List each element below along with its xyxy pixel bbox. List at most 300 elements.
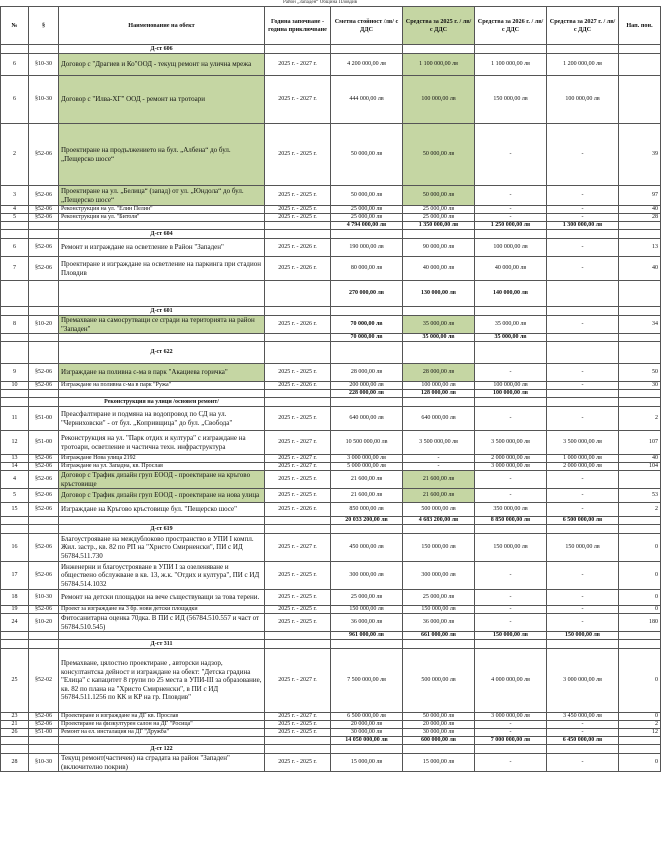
subtotal-empty (265, 334, 331, 342)
row-years: 2025 г. - 2026 г. (265, 382, 331, 390)
row-number: 3 (1, 186, 29, 206)
section-cell (619, 525, 661, 534)
subtotal-cost: 270 000,00 лв (331, 281, 403, 307)
section-cell (547, 307, 619, 316)
row-object-name: Текущ ремонт(частичен) на сградата на район "Западен" (включително покрив) (59, 754, 265, 772)
row-2027: - (547, 124, 619, 186)
section-cell (1, 745, 29, 754)
row-2027: - (547, 214, 619, 222)
row-cost: 3 000 000,00 лв (331, 455, 403, 463)
subtotal-empty (1, 334, 29, 342)
subtotal-2026: 150 000,00 лв (475, 632, 547, 640)
row-cost: 50 000,00 лв (331, 186, 403, 206)
row-number: 7 (1, 257, 29, 281)
section-cell (1, 640, 29, 649)
table-body (1, 45, 661, 772)
table-row (1, 713, 661, 721)
row-years: 2025 г. - 2026 г. (265, 239, 331, 257)
row-2026: - (475, 407, 547, 431)
section-cell (265, 398, 331, 407)
section-cell (403, 45, 475, 54)
section-cell (265, 640, 331, 649)
row-2027: - (547, 206, 619, 214)
section-header-row (1, 745, 661, 754)
row-2027: - (547, 503, 619, 517)
subtotal-empty (619, 737, 661, 745)
section-cell (547, 745, 619, 754)
row-2025: - (403, 463, 475, 471)
row-object-name: Проектиране на ул. „Белица“ (запад) от ул. „Юндола“ до бул. „Пещерско шосе“ (59, 186, 265, 206)
subtotal-2027: 150 000,00 лв (547, 632, 619, 640)
row-paragraph: §52-06 (29, 239, 59, 257)
row-years: 2025 г. - 2025 г. (265, 614, 331, 632)
row-object-name: Изграждане Нова улица 2192 (59, 455, 265, 463)
row-paragraph: §52-06 (29, 606, 59, 614)
subtotal-empty (29, 281, 59, 307)
row-number: 11 (1, 407, 29, 431)
subtotal-empty (619, 632, 661, 640)
section-label: Реконструкция на улици /основен ремонт/ (59, 398, 265, 407)
table-row (1, 124, 661, 186)
section-cell (619, 398, 661, 407)
section-cell (619, 640, 661, 649)
section-cell (403, 398, 475, 407)
row-cost: 30 000,00 лв (331, 729, 403, 737)
row-2026: - (475, 206, 547, 214)
row-last: 0 (619, 562, 661, 590)
row-paragraph: §52-06 (29, 471, 59, 489)
row-2025: 20 000,00 лв (403, 721, 475, 729)
section-cell (265, 525, 331, 534)
section-cell (29, 640, 59, 649)
subtotal-cost: 961 000,00 лв (331, 632, 403, 640)
row-paragraph: §52-02 (29, 649, 59, 713)
row-number: 6 (1, 76, 29, 124)
row-object-name: Ремонт на ел. инсталация на ДГ "Дружба" (59, 729, 265, 737)
section-cell (403, 307, 475, 316)
section-label: Д-ст 601 (59, 307, 265, 316)
row-2025: 21 600,00 лв (403, 471, 475, 489)
section-label: Д-ст 122 (59, 745, 265, 754)
subtotal-empty (619, 517, 661, 525)
row-last (619, 54, 661, 76)
row-number: 21 (1, 721, 29, 729)
subtotal-2027 (547, 281, 619, 307)
row-years: 2025 г. - 2027 г. (265, 649, 331, 713)
row-2027: - (547, 590, 619, 606)
row-last: 0 (619, 713, 661, 721)
row-cost: 80 000,00 лв (331, 257, 403, 281)
row-years: 2025 г. - 2025 г. (265, 186, 331, 206)
subtotal-row (1, 390, 661, 398)
row-2026: - (475, 606, 547, 614)
row-years: 2025 г. - 2025 г. (265, 729, 331, 737)
row-number: 17 (1, 562, 29, 590)
row-2026: 150 000,00 лв (475, 76, 547, 124)
section-header-row (1, 45, 661, 54)
section-cell (331, 525, 403, 534)
row-2027: - (547, 754, 619, 772)
section-cell (1, 398, 29, 407)
row-cost: 20 000,00 лв (331, 721, 403, 729)
row-last: 13 (619, 239, 661, 257)
subtotal-2025: 130 000,00 лв (403, 281, 475, 307)
subtotal-empty (265, 390, 331, 398)
subtotal-empty (59, 390, 265, 398)
subtotal-empty (265, 632, 331, 640)
row-2027: - (547, 606, 619, 614)
subtotal-2025: 1 350 000,00 лв (403, 222, 475, 230)
header-row (1, 7, 661, 45)
row-2025: 28 000,00 лв (403, 364, 475, 382)
section-cell (331, 640, 403, 649)
col-header-2026: Средства за 2026 г. / лв/ с ДДС (475, 7, 547, 45)
row-2027: - (547, 382, 619, 390)
row-last: 40 (619, 455, 661, 463)
subtotal-row (1, 737, 661, 745)
subtotal-cost: 228 000,00 лв (331, 390, 403, 398)
row-number: 4 (1, 471, 29, 489)
row-cost: 25 000,00 лв (331, 214, 403, 222)
row-cost: 4 200 000,00 лв (331, 54, 403, 76)
row-last: 30 (619, 382, 661, 390)
row-2027: - (547, 471, 619, 489)
row-cost: 850 000,00 лв (331, 503, 403, 517)
subtotal-empty (59, 517, 265, 525)
row-number: 5 (1, 489, 29, 503)
row-2027: - (547, 614, 619, 632)
row-2025: 100 000,00 лв (403, 76, 475, 124)
row-years: 2025 г. - 2025 г. (265, 124, 331, 186)
section-cell (547, 525, 619, 534)
section-cell (475, 342, 547, 364)
row-years: 2025 г. - 2027 г. (265, 455, 331, 463)
section-cell (475, 45, 547, 54)
row-2027: 3 500 000,00 лв (547, 431, 619, 455)
row-2026: - (475, 364, 547, 382)
subtotal-empty (1, 517, 29, 525)
subtotal-empty (29, 517, 59, 525)
subtotal-2027: 6 500 000,00 лв (547, 517, 619, 525)
row-last: 53 (619, 489, 661, 503)
section-cell (475, 230, 547, 239)
subtotal-2027: 6 450 000,00 лв (547, 737, 619, 745)
section-header-row (1, 640, 661, 649)
row-years: 2025 г. - 2025 г. (265, 721, 331, 729)
section-header-row (1, 525, 661, 534)
section-cell (403, 525, 475, 534)
subtotal-empty (265, 222, 331, 230)
section-cell (547, 230, 619, 239)
row-paragraph: §10-20 (29, 614, 59, 632)
row-number: 28 (1, 754, 29, 772)
row-cost: 444 000,00 лв (331, 76, 403, 124)
row-last: 180 (619, 614, 661, 632)
row-number: 24 (1, 614, 29, 632)
row-2025: 50 000,00 лв (403, 713, 475, 721)
subtotal-empty (29, 222, 59, 230)
table-row (1, 316, 661, 334)
row-paragraph: §10-30 (29, 76, 59, 124)
subtotal-empty (1, 281, 29, 307)
section-cell (619, 307, 661, 316)
subtotal-cost: 4 794 000,00 лв (331, 222, 403, 230)
row-2025: 640 000,00 лв (403, 407, 475, 431)
budget-table (0, 6, 661, 772)
row-2026: 3 000 000,00 лв (475, 463, 547, 471)
table-row (1, 606, 661, 614)
table-row (1, 503, 661, 517)
section-cell (331, 45, 403, 54)
row-last: 104 (619, 463, 661, 471)
row-2027: 100 000,00 лв (547, 76, 619, 124)
row-2025: 50 000,00 лв (403, 124, 475, 186)
row-cost: 190 000,00 лв (331, 239, 403, 257)
row-2027: - (547, 729, 619, 737)
table-row (1, 754, 661, 772)
subtotal-empty (29, 390, 59, 398)
row-last: 12 (619, 729, 661, 737)
row-last (619, 76, 661, 124)
row-2025: 15 000,00 лв (403, 754, 475, 772)
row-paragraph: §52-06 (29, 713, 59, 721)
row-2026: - (475, 124, 547, 186)
subtotal-empty (59, 334, 265, 342)
subtotal-2026: 1 250 000,00 лв (475, 222, 547, 230)
row-object-name: Проектиране и изграждане на осветление на паркинга при стадион Пловдив (59, 257, 265, 281)
section-cell (475, 525, 547, 534)
subtotal-empty (619, 390, 661, 398)
row-number: 4 (1, 206, 29, 214)
subtotal-empty (265, 737, 331, 745)
row-last: 0 (619, 534, 661, 562)
row-2025: 50 000,00 лв (403, 186, 475, 206)
row-object-name: Договор с "Драгиев и Ко"ООД - текущ ремонт на улична мрежа (59, 54, 265, 76)
row-cost: 7 500 000,00 лв (331, 649, 403, 713)
row-object-name: Реконструкция на ул. "Парк отдих и култура" с изграждане на тротоари, осветление и частична техн. инфраструктура (59, 431, 265, 455)
subtotal-row (1, 517, 661, 525)
row-object-name: Изграждане на ул. Западна, кв. Прослав (59, 463, 265, 471)
section-cell (265, 745, 331, 754)
row-2027: - (547, 316, 619, 334)
row-2026: 100 000,00 лв (475, 382, 547, 390)
section-cell (265, 230, 331, 239)
row-paragraph: §52-06 (29, 562, 59, 590)
section-header-row (1, 398, 661, 407)
row-number: 10 (1, 382, 29, 390)
row-number: 6 (1, 239, 29, 257)
row-2026: 100 000,00 лв (475, 239, 547, 257)
section-cell (331, 342, 403, 364)
table-row (1, 534, 661, 562)
row-years: 2025 г. - 2027 г. (265, 713, 331, 721)
row-object-name: Договор с Трафик дизайн груп ЕООД - проектиране на кръгово кръстовище (59, 471, 265, 489)
row-number: 9 (1, 364, 29, 382)
section-cell (547, 640, 619, 649)
row-number: 18 (1, 590, 29, 606)
row-years: 2025 г. - 2025 г. (265, 206, 331, 214)
subtotal-2026: 7 000 000,00 лв (475, 737, 547, 745)
row-2027: - (547, 721, 619, 729)
table-row (1, 590, 661, 606)
subtotal-cost: 70 000,00 лв (331, 334, 403, 342)
col-header-paragraph: § (29, 7, 59, 45)
section-label: Д-ст 622 (59, 342, 265, 364)
row-2027: 150 000,00 лв (547, 534, 619, 562)
title-strip-text: Район „Западен“ Община Пловдив (282, 0, 358, 5)
table-row (1, 382, 661, 390)
row-2025: 500 000,00 лв (403, 503, 475, 517)
row-2026: 350 000,00 лв (475, 503, 547, 517)
section-cell (1, 230, 29, 239)
row-number: 16 (1, 534, 29, 562)
row-2027: 1 200 000,00 лв (547, 54, 619, 76)
table-row (1, 206, 661, 214)
subtotal-row (1, 632, 661, 640)
row-number: 14 (1, 463, 29, 471)
subtotal-empty (1, 390, 29, 398)
table-row (1, 54, 661, 76)
row-last: 2 (619, 407, 661, 431)
row-object-name: Договор с "Илва-ХГ" ООД - ремонт на тротоари (59, 76, 265, 124)
subtotal-empty (1, 737, 29, 745)
table-row (1, 729, 661, 737)
row-2027: - (547, 364, 619, 382)
section-cell (619, 230, 661, 239)
section-header-row (1, 342, 661, 364)
row-2026: 150 000,00 лв (475, 534, 547, 562)
subtotal-2025: 4 683 200,00 лв (403, 517, 475, 525)
row-paragraph: §52-06 (29, 463, 59, 471)
subtotal-empty (1, 632, 29, 640)
row-2025: 40 000,00 лв (403, 257, 475, 281)
table-row (1, 239, 661, 257)
row-cost: 36 000,00 лв (331, 614, 403, 632)
row-2026: 4 000 000,00 лв (475, 649, 547, 713)
row-2026: - (475, 562, 547, 590)
subtotal-empty (29, 737, 59, 745)
row-cost: 300 000,00 лв (331, 562, 403, 590)
subtotal-2026: 8 850 000,00 лв (475, 517, 547, 525)
row-2025: 36 000,00 лв (403, 614, 475, 632)
section-cell (1, 525, 29, 534)
row-2027: 1 000 000,00 лв (547, 455, 619, 463)
section-cell (403, 745, 475, 754)
section-cell (331, 230, 403, 239)
row-paragraph: §52-06 (29, 382, 59, 390)
row-2026: 1 100 000,00 лв (475, 54, 547, 76)
subtotal-cost: 20 033 200,00 лв (331, 517, 403, 525)
row-2025: - (403, 455, 475, 463)
subtotal-2027: 1 300 000,00 лв (547, 222, 619, 230)
table-row (1, 214, 661, 222)
row-last: 107 (619, 431, 661, 455)
table-row (1, 649, 661, 713)
row-cost: 640 000,00 лв (331, 407, 403, 431)
row-years: 2025 г. - 2025 г. (265, 562, 331, 590)
section-cell (619, 45, 661, 54)
row-object-name: Ремонт и изграждане на осветление в Район "Западен" (59, 239, 265, 257)
row-object-name: Реконструкция на ул. "Елин Пелин" (59, 206, 265, 214)
row-years: 2025 г. - 2026 г. (265, 503, 331, 517)
table-row (1, 614, 661, 632)
table-row (1, 257, 661, 281)
section-cell (331, 307, 403, 316)
row-paragraph: §52-06 (29, 257, 59, 281)
row-2025: 500 000,00 лв (403, 649, 475, 713)
row-2025: 1 100 000,00 лв (403, 54, 475, 76)
subtotal-2026: 100 000,00 лв (475, 390, 547, 398)
section-cell (265, 307, 331, 316)
row-2026: 40 000,00 лв (475, 257, 547, 281)
row-paragraph: §51-00 (29, 729, 59, 737)
table-row (1, 721, 661, 729)
row-years: 2025 г. - 2025 г. (265, 471, 331, 489)
row-years: 2025 г. - 2026 г. (265, 257, 331, 281)
subtotal-empty (619, 334, 661, 342)
section-cell (547, 45, 619, 54)
row-2025: 35 000,00 лв (403, 316, 475, 334)
row-years: 2025 г. - 2027 г. (265, 463, 331, 471)
row-number: 8 (1, 316, 29, 334)
row-paragraph: §51-00 (29, 431, 59, 455)
row-last: 40 (619, 257, 661, 281)
row-object-name: Проект за изграждане на 3 бр. нови детски площадки (59, 606, 265, 614)
row-2026: 35 000,00 лв (475, 316, 547, 334)
row-paragraph: §52-06 (29, 503, 59, 517)
row-last (619, 471, 661, 489)
section-cell (475, 745, 547, 754)
row-2025: 25 000,00 лв (403, 206, 475, 214)
row-years: 2025 г. - 2027 г. (265, 534, 331, 562)
col-header-2025: Средства за 2025 г. / лв/ с ДДС (403, 7, 475, 45)
col-header-cost: Сметна стойност /лв/ с ДДС (331, 7, 403, 45)
subtotal-empty (1, 222, 29, 230)
row-2025: 150 000,00 лв (403, 534, 475, 562)
row-2026: - (475, 729, 547, 737)
col-header-last: Нап. пон. (619, 7, 661, 45)
section-cell (29, 525, 59, 534)
section-cell (475, 307, 547, 316)
table-row (1, 489, 661, 503)
section-cell (331, 745, 403, 754)
section-cell (29, 230, 59, 239)
row-last: 2 (619, 721, 661, 729)
subtotal-row (1, 334, 661, 342)
section-cell (29, 45, 59, 54)
row-2025: 25 000,00 лв (403, 214, 475, 222)
row-last: 28 (619, 214, 661, 222)
row-years: 2025 г. - 2027 г. (265, 54, 331, 76)
row-object-name: Фитосанитарна оценка 70дка. В ПИ с ИД (56784.510.557 и част от 56784.510.545) (59, 614, 265, 632)
row-last: 0 (619, 590, 661, 606)
row-paragraph: §52-06 (29, 489, 59, 503)
table-row (1, 186, 661, 206)
row-years: 2025 г. - 2025 г. (265, 590, 331, 606)
subtotal-2025: 661 000,00 лв (403, 632, 475, 640)
section-cell (547, 342, 619, 364)
row-object-name: Изграждане на поливна с-ма в парк "Ружа" (59, 382, 265, 390)
row-years: 2025 г. - 2025 г. (265, 407, 331, 431)
row-2025: 30 000,00 лв (403, 729, 475, 737)
row-object-name: Премахване, цялостно проектиране , авторски надзор, консултантска дейност и изграждане на обект: "Детска градина "Елица" с капацитет 8 групи по 25 места в УПИ-III за образование, кв. 82 по плана на "Христо Смирненски", в ПИ с ИД 56784.511.1256 по КК и КР на гр. Пловдив" (59, 649, 265, 713)
section-cell (265, 342, 331, 364)
subtotal-empty (619, 281, 661, 307)
row-2027: - (547, 489, 619, 503)
row-number: 19 (1, 606, 29, 614)
section-header-row (1, 230, 661, 239)
row-paragraph: §51-00 (29, 407, 59, 431)
